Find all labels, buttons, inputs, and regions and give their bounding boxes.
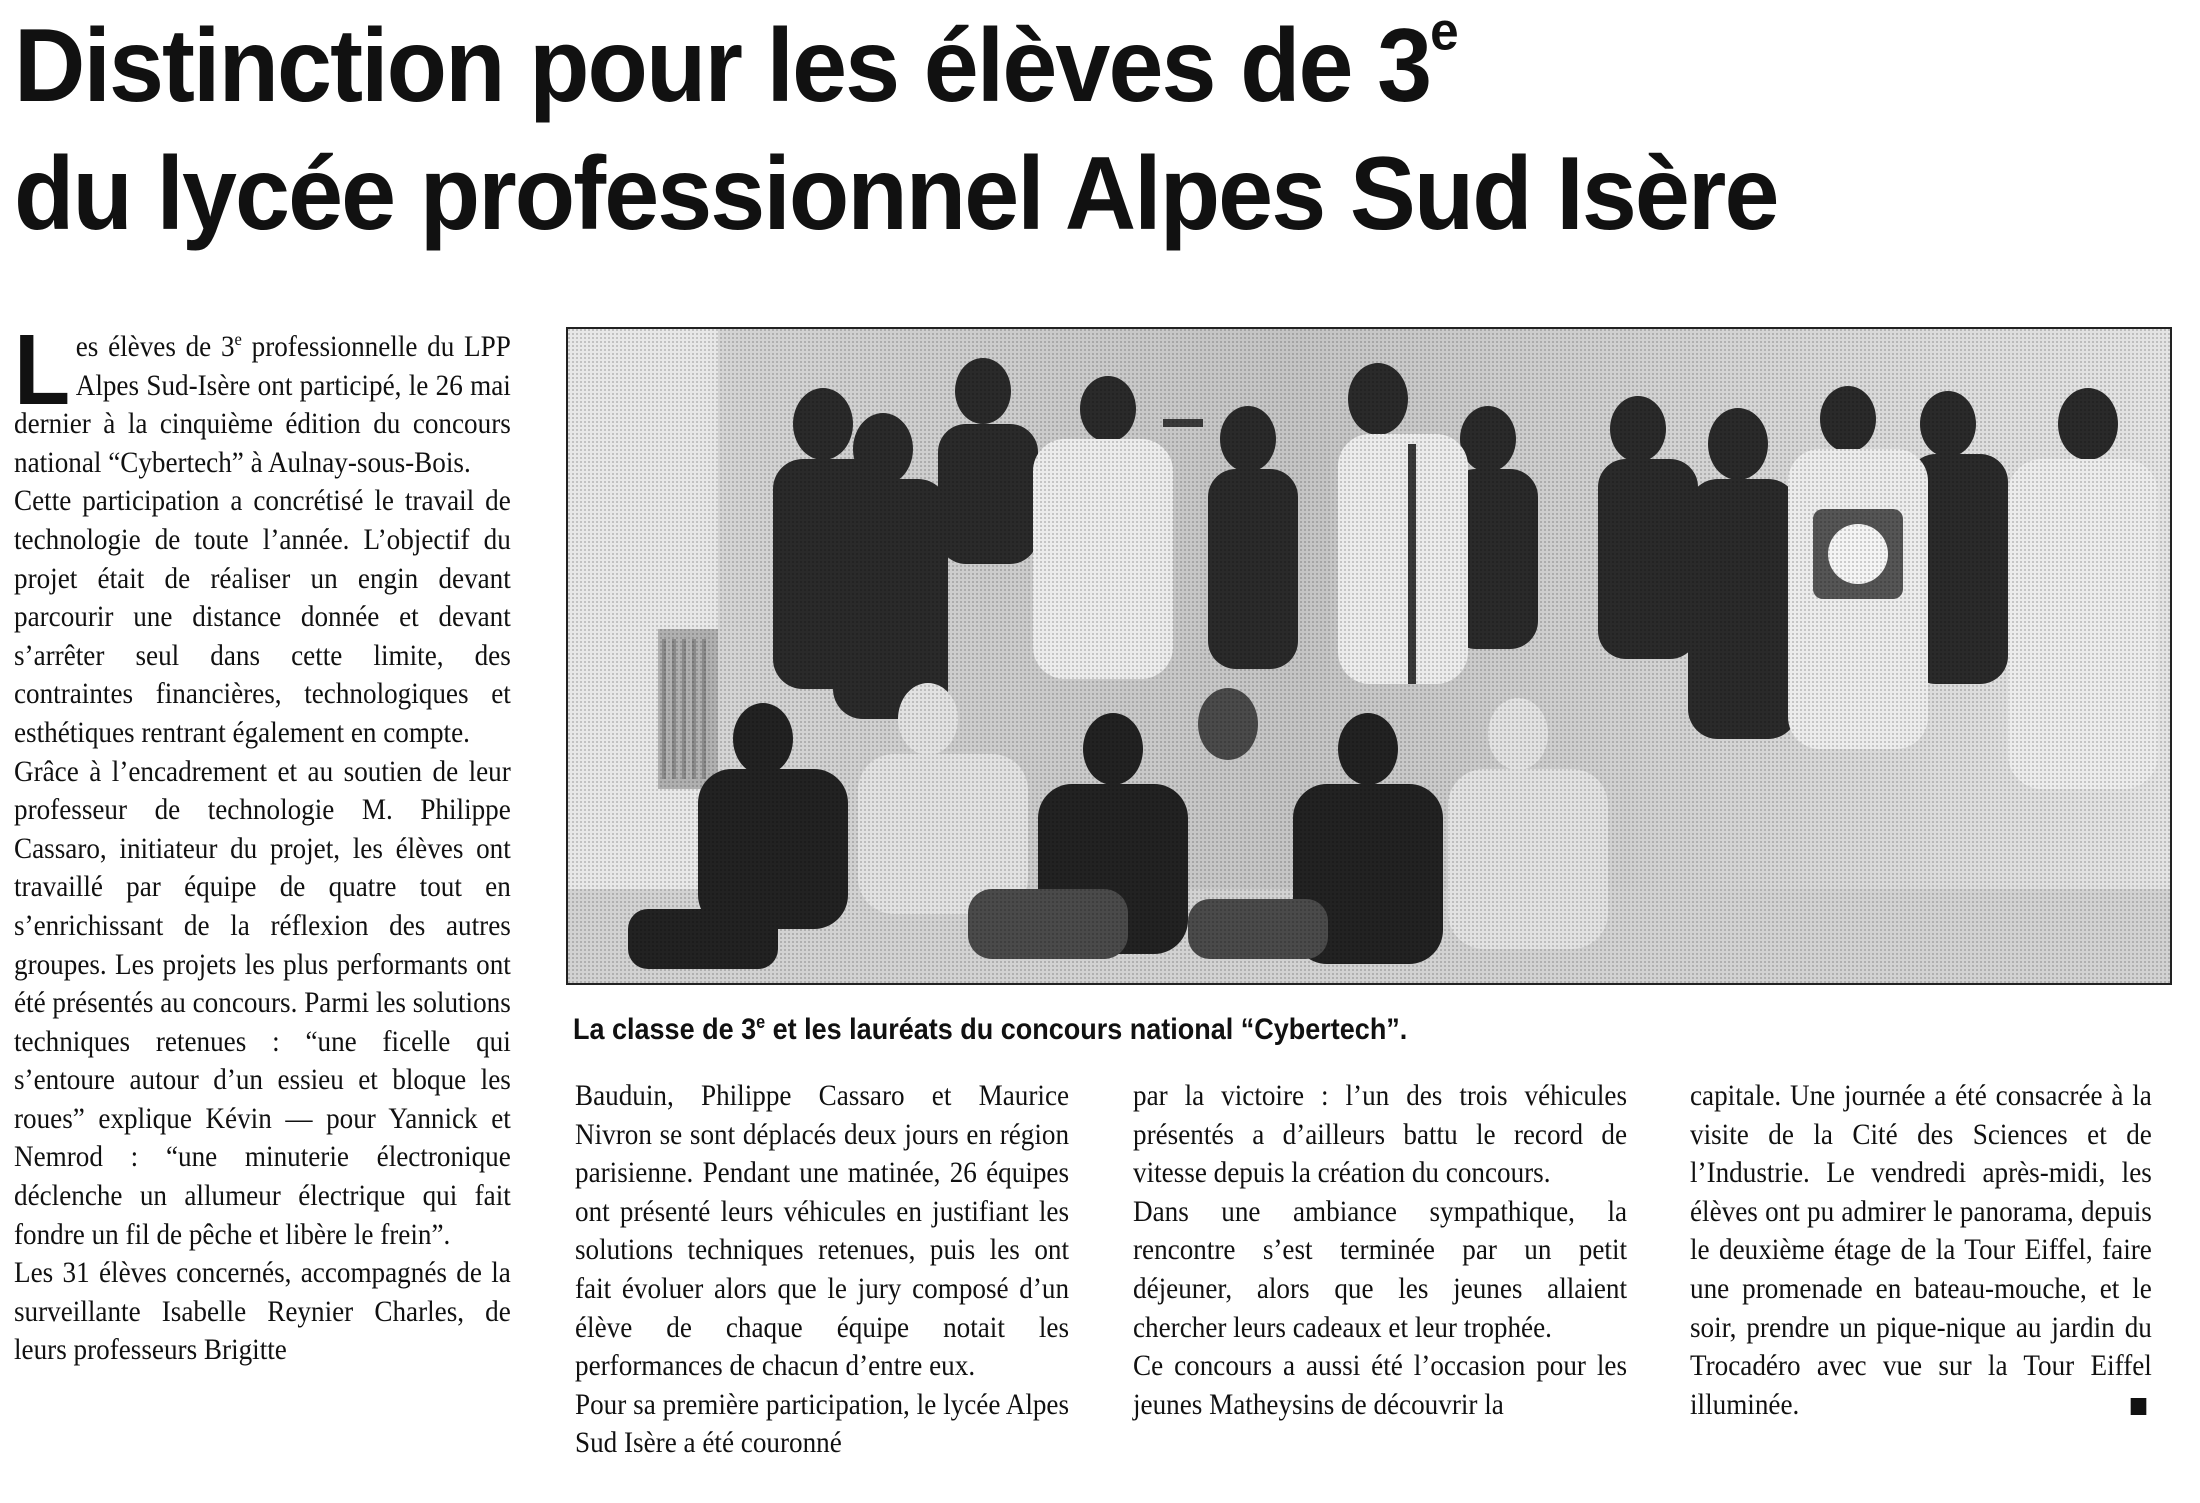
article-paragraph-6: Pour sa première participation, le lycée Alpes Sud Isère a été couronné — [575, 1388, 1070, 1460]
class-photo-image — [568, 329, 2170, 983]
headline — [14, 2, 2076, 258]
article-column-2 — [575, 1077, 1069, 1463]
headline-superscript: e — [1430, 1, 1457, 62]
class-photo — [566, 327, 2172, 985]
article-column-4 — [1690, 1077, 2152, 1424]
article-paragraph-3: Grâce à l’encadrement et au soutien de leur professeur de technologie M. Philippe Cassaro, initiateur du projet, les élèves ont travaillé par équipe de quatre tout en s’enrichissant de la réflexion des autres groupes. Les projets les plus performants ont été présentés au concours. Parmi les solutions techniques retenues : “une ficelle qui s’entoure autour d’un essieu et bloque les roues” explique Kévin — pour Yannick et Nemrod : “une minuterie électronique déclenche un allumeur électrique qui fait fondre un fil de pêche et libère le frein”. — [14, 755, 511, 1251]
headline-line-1: Distinction pour les élèves de 3e — [14, 1, 1457, 124]
article-paragraph-9: Ce concours a aussi été l’occasion pour les jeunes Matheysins de découvrir la — [1133, 1350, 1628, 1421]
end-of-article-mark — [2131, 1398, 2147, 1415]
article-paragraph-2: Cette participation a concrétisé le travail de technologie de toute l’année. L’objectif du projet était de réaliser un engin devant parcourir une distance donnée et devant s’arrêter seul dans cette limite, des contraintes financières, technologiques et esthétiques rentrant également en compte. — [14, 485, 511, 749]
article-paragraph-4: Les 31 élèves concernés, accompagnés de la surveillante Isabelle Reynier Charles, de leurs professeurs Brigitte — [14, 1257, 511, 1367]
headline-line-2: du lycée professionnel Alpes Sud Isère — [14, 136, 1778, 252]
drop-cap: L — [14, 314, 71, 426]
article-paragraph-7: par la victoire : l’un des trois véhicules présentés a d’ailleurs battu le record de vitesse depuis la création du concours. — [1133, 1080, 1628, 1190]
article-column-3 — [1133, 1077, 1627, 1424]
article-paragraph-1: Les élèves de 3e professionnelle du LPP Alpes Sud-Isère ont participé, le 26 mai dernier à la cinquième édition du concours national “Cybertech” à Aulnay-sous-Bois. — [14, 314, 511, 479]
article-paragraph-5: Bauduin, Philippe Cassaro et Maurice Nivron se sont déplacés deux jours en région parisienne. Pendant une matinée, 26 équipes ont présenté leurs véhicules en justifiant les solutions techniques retenues, puis les ont fait évoluer alors que le jury composé d’un élève de chaque équipe notait les performances de chacun d’entre eux. — [575, 1080, 1070, 1383]
photo-caption: La classe de 3e et les lauréats du concours national “Cybertech”. — [573, 1012, 1408, 1046]
article-paragraph-8: Dans une ambiance sympathique, la rencontre s’est terminée par un petit déjeuner, alors que les jeunes allaient chercher leurs cadeaux et leur trophée. — [1133, 1195, 1628, 1344]
article-paragraph-10: capitale. Une journée a été consacrée à la visite de la Cité des Sciences et de l’Industrie. Le vendredi après-midi, les élèves ont pu admirer le panorama, depuis le deuxième étage de la Tour Eiffel, faire une promenade en bateau-mouche, et le soir, prendre un pique-nique au jardin du Trocadéro avec vue sur la Tour Eiffel illuminée. — [1690, 1080, 2152, 1421]
article-column-1 — [14, 314, 511, 1370]
